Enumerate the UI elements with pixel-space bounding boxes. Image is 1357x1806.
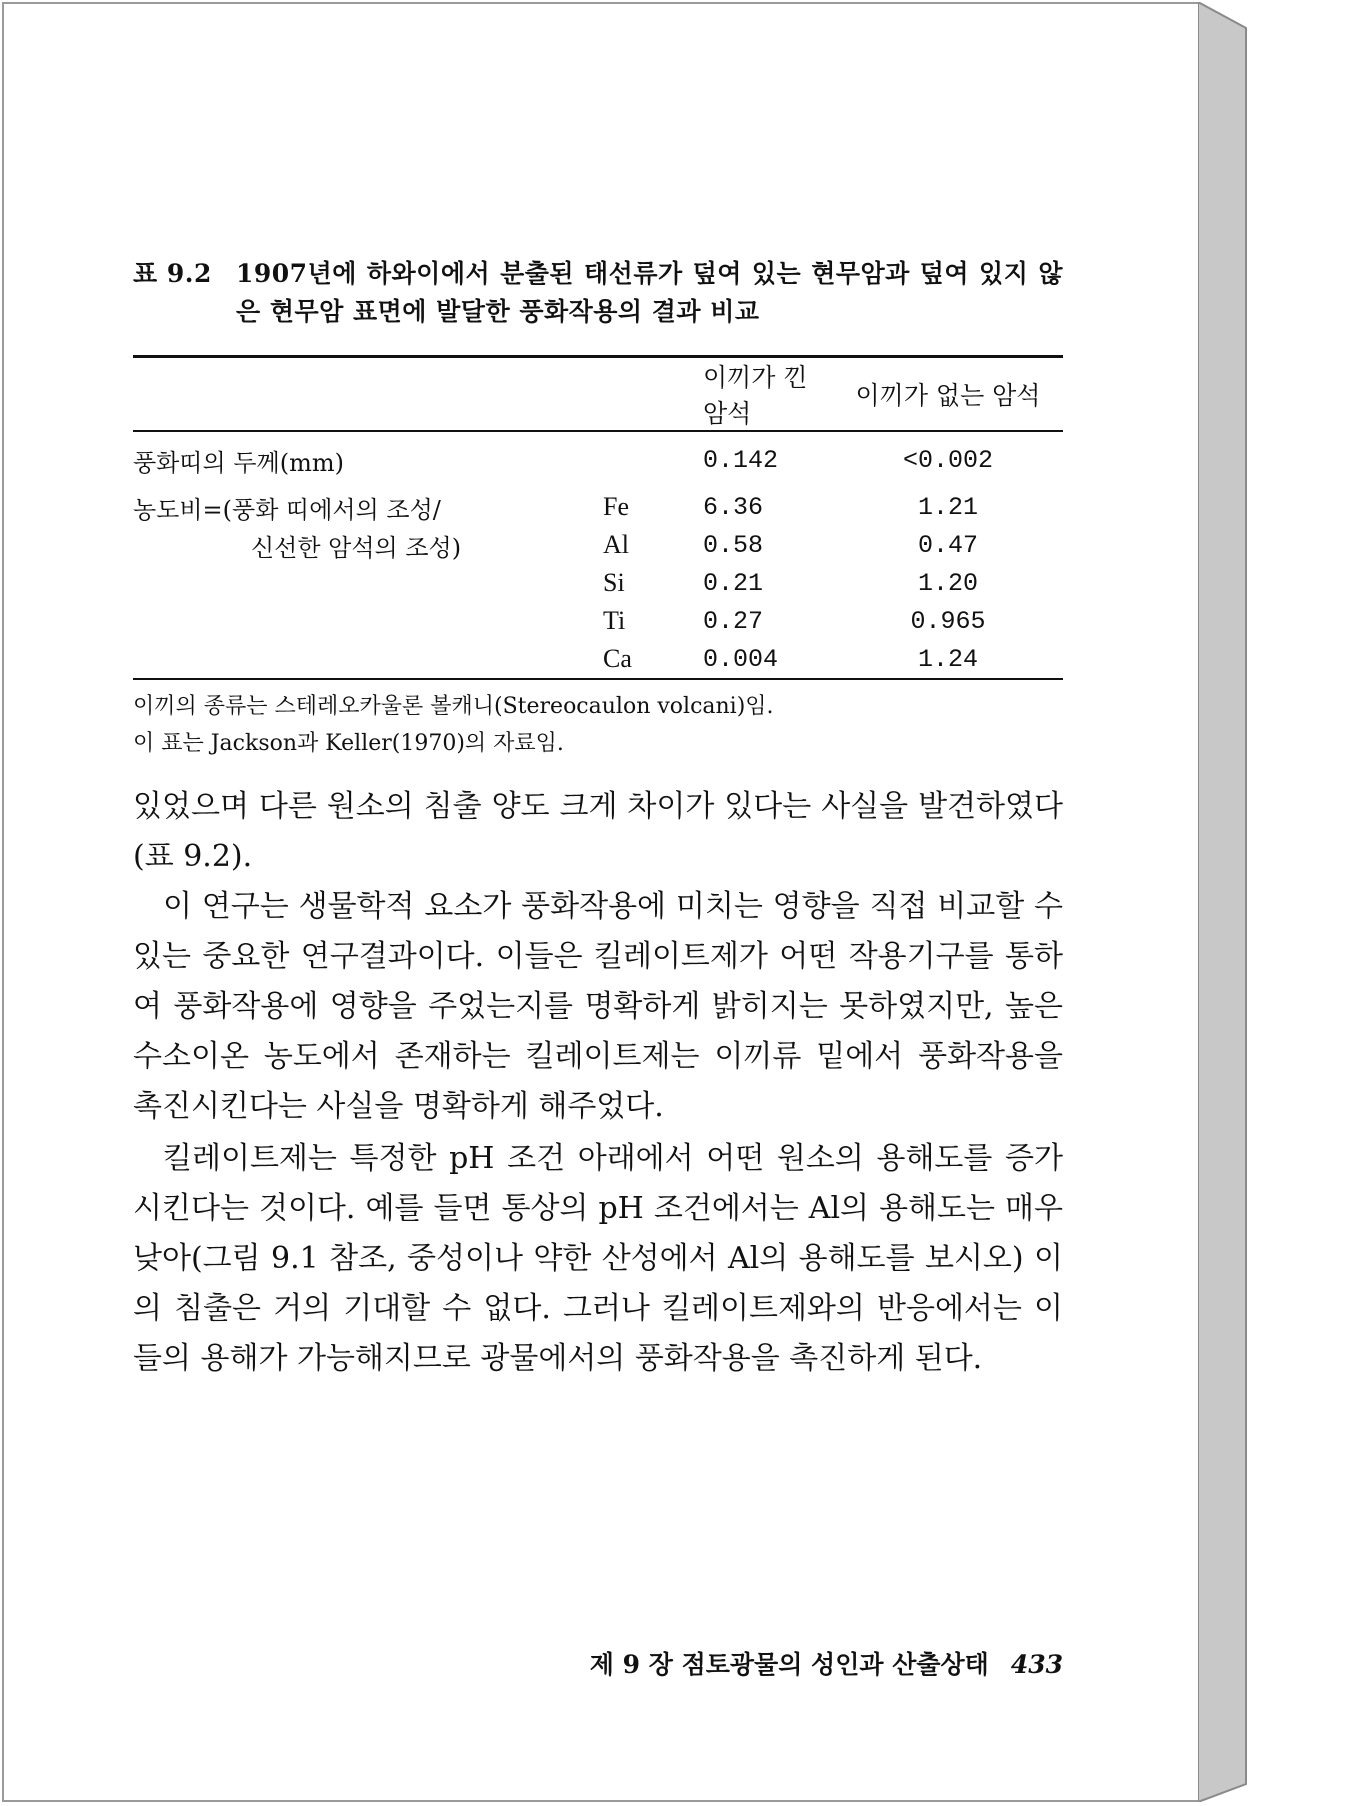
row-label: 풍화띠의 두께(mm) xyxy=(133,448,344,477)
body-text xyxy=(133,782,1063,1384)
page-footer xyxy=(133,1645,1063,1681)
table-row xyxy=(133,564,1063,602)
page-content xyxy=(133,255,1063,1384)
book-spine xyxy=(1198,2,1254,1802)
row-label xyxy=(133,602,603,640)
row-bare-value: 1.20 xyxy=(917,568,978,598)
row-label: 신선한 암석의 조성) xyxy=(251,533,462,562)
row-bare-value: 1.21 xyxy=(917,492,978,522)
table-row xyxy=(133,431,1063,488)
row-element: Ti xyxy=(603,606,626,635)
row-bare-value: <0.002 xyxy=(902,445,993,475)
row-lichen-value: 6.36 xyxy=(703,492,764,522)
row-lichen-value: 0.58 xyxy=(703,530,764,560)
table-note: 이끼의 종류는 스테레오카울론 볼캐니(Stereocaulon volcani)임. xyxy=(133,694,774,719)
row-element: Fe xyxy=(603,492,629,521)
paragraph: 이 연구는 생물학적 요소가 풍화작용에 미치는 영향을 직접 비교할 수 있는 중요한 연구결과이다. 이들은 킬레이트제가 어떤 작용기구를 통하여 풍화작용에 영향을 주었는지를 명확하게 밝히지는 못하였지만, 높은 수소이온 농도에서 존재하는 킬레이트제는 이끼류 밑에서 풍화작용을 촉진시킨다는 사실을 명확하게 해주었다. xyxy=(133,889,1063,1124)
header-lichen: 이끼가 낀 암석 xyxy=(703,357,833,432)
row-label xyxy=(133,564,603,602)
row-lichen-value: 0.004 xyxy=(703,640,833,679)
header-bare: 이끼가 없는 암석 xyxy=(833,357,1063,432)
table-note: 이 표는 Jackson과 Keller(1970)의 자료임. xyxy=(133,731,564,756)
table-caption-text: 1907년에 하와이에서 분출된 태선류가 덮여 있는 현무암과 덮여 있지 않은 현무암 표면에 발달한 풍화작용의 결과 비교 xyxy=(236,259,1063,326)
table-row xyxy=(133,488,1063,526)
paragraph: 있었으며 다른 원소의 침출 양도 크게 차이가 있다는 사실을 발견하였다(표 9.2). xyxy=(133,789,1063,874)
comparison-table xyxy=(133,355,1063,680)
row-lichen-value: 0.21 xyxy=(703,568,764,598)
page-number: 433 xyxy=(1010,1650,1063,1679)
row-element: Ca xyxy=(603,640,703,679)
row-element: Si xyxy=(603,568,625,597)
row-lichen-value: 0.27 xyxy=(703,606,764,636)
row-element xyxy=(603,431,703,488)
table-header-row xyxy=(133,357,1063,432)
row-label xyxy=(133,640,603,679)
table-row xyxy=(133,526,1063,564)
row-element: Al xyxy=(603,530,629,559)
paragraph: 킬레이트제는 특정한 pH 조건 아래에서 어떤 원소의 용해도를 증가시킨다는 것이다. 예를 들면 통상의 pH 조건에서는 Al의 용해도는 매우 낮아(그림 9.1 참조, 중성이나 약한 산성에서 Al의 용해도를 보시오) 이의 침출은 거의 기대할 수 없다. 그러나 킬레이트제와의 반응에서는 이들의 용해가 가능해지므로 광물에서의 풍화작용을 촉진하게 된다. xyxy=(133,1141,1063,1376)
table-row xyxy=(133,602,1063,640)
header-element xyxy=(603,357,703,432)
table-caption xyxy=(133,255,1063,331)
table-caption-label: 표 9.2 xyxy=(133,259,212,288)
table-row xyxy=(133,640,1063,679)
row-label: 농도비=(풍화 띠에서의 조성/ xyxy=(133,495,441,524)
row-bare-value: 1.24 xyxy=(833,640,1063,679)
row-bare-value: 0.47 xyxy=(917,530,978,560)
table-notes xyxy=(133,688,1063,762)
row-lichen-value: 0.142 xyxy=(703,445,779,475)
chapter-title: 제 9 장 점토광물의 성인과 산출상태 xyxy=(589,1650,989,1679)
row-bare-value: 0.965 xyxy=(910,606,986,636)
header-label xyxy=(133,357,603,432)
